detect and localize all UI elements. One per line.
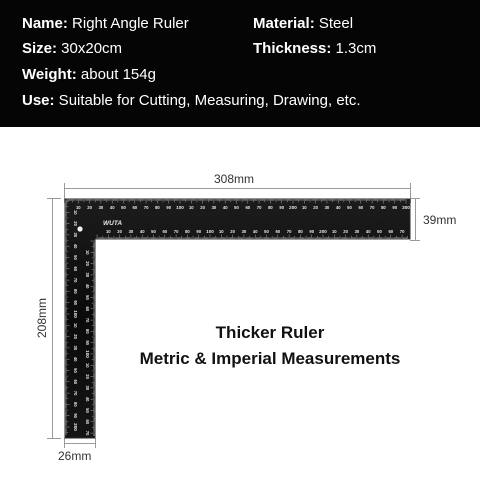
graduation-number: 70 (73, 390, 78, 396)
brand-logo: WUTA (103, 220, 123, 227)
graduation-number: 70 (73, 277, 78, 283)
graduation-number: 20 (85, 261, 90, 266)
graduation-number: 70 (256, 205, 262, 210)
graduation-number: 70 (369, 205, 375, 210)
graduation-number: 20 (87, 205, 92, 210)
spec-name-value: Right Angle Ruler (67, 15, 189, 32)
graduation-number: 10 (301, 205, 307, 210)
ruler-numbers (73, 205, 410, 436)
graduation-number: 60 (388, 229, 394, 234)
graduation-number: 60 (85, 419, 90, 425)
graduation-number: 90 (309, 229, 315, 234)
graduation-number: 10 (73, 322, 78, 328)
graduation-number: 50 (234, 205, 239, 210)
graduation-number: 60 (275, 229, 281, 234)
graduation-number: 10 (85, 249, 90, 255)
spec-size-value: 30x20cm (57, 40, 123, 57)
graduation-number: 80 (298, 229, 303, 234)
spec-thickness-value: 1.3cm (331, 40, 377, 57)
graduation-number: 80 (73, 402, 78, 407)
graduation-number: 10 (75, 205, 81, 210)
graduation-number: 60 (245, 205, 251, 210)
graduation-number: 30 (85, 272, 90, 278)
graduation-number: 10 (105, 229, 111, 234)
graduation-number: 70 (143, 205, 149, 210)
graduation-number: 200 (289, 205, 297, 210)
spec-use-value: Suitable for Cutting, Measuring, Drawing, etc. (54, 92, 361, 109)
graduation-number: 100 (176, 205, 184, 210)
graduation-number: 20 (117, 229, 122, 234)
graduation-number: 40 (85, 396, 90, 402)
graduation-number: 60 (73, 379, 78, 385)
graduation-number: 60 (162, 229, 168, 234)
graduation-number: 30 (73, 345, 78, 351)
graduation-number: 40 (85, 283, 90, 289)
graduation-number: 100 (73, 310, 78, 318)
graduation-number: 60 (73, 266, 78, 272)
graduation-number: 20 (73, 221, 78, 226)
graduation-number: 80 (85, 329, 90, 334)
graduation-number: 60 (132, 205, 138, 210)
graduation-number: 300 (402, 205, 410, 210)
graduation-number: 90 (73, 413, 78, 419)
graduation-number: 20 (230, 229, 235, 234)
graduation-number: 10 (331, 229, 337, 234)
hang-hole-icon (77, 226, 82, 231)
graduation-number: 10 (218, 229, 224, 234)
graduation-number: 70 (286, 229, 292, 234)
graduation-number: 20 (73, 334, 78, 339)
graduation-number: 10 (85, 362, 90, 368)
graduation-number: 40 (335, 205, 341, 210)
caption-subtitle: Metric & Imperial Measurements (139, 349, 401, 368)
graduation-number: 50 (121, 205, 126, 210)
graduation-number: 60 (358, 205, 364, 210)
graduation-number: 90 (73, 300, 78, 306)
graduation-number: 80 (381, 205, 386, 210)
width-dimension-label: 26mm (58, 449, 92, 463)
graduation-number: 30 (128, 229, 134, 234)
graduation-number: 40 (365, 229, 371, 234)
side-dimension-label: 208mm (35, 297, 50, 339)
graduation-number: 100 (206, 229, 214, 234)
caption-title: Thicker Ruler (215, 323, 325, 342)
graduation-number: 20 (313, 205, 318, 210)
graduation-number: 30 (354, 229, 360, 234)
graduation-number: 30 (241, 229, 247, 234)
spec-use-label: Use: (22, 92, 55, 109)
graduation-number: 90 (85, 340, 90, 346)
graduation-number: 30 (98, 205, 104, 210)
graduation-number: 20 (200, 205, 205, 210)
graduation-number: 40 (73, 243, 78, 249)
graduation-number: 80 (268, 205, 273, 210)
graduation-number: 80 (185, 229, 190, 234)
spec-thickness-label: Thickness: (253, 40, 332, 57)
graduation-number: 30 (73, 232, 78, 238)
graduation-number: 30 (211, 205, 217, 210)
graduation-number: 30 (85, 385, 90, 391)
graduation-number: 50 (85, 295, 90, 300)
graduation-number: 50 (347, 205, 352, 210)
spec-weight-label: Weight: (22, 66, 77, 83)
top-dimension-label: 308mm (214, 172, 255, 186)
graduation-number: 200 (73, 423, 78, 431)
graduation-number: 50 (151, 229, 156, 234)
graduation-number: 70 (85, 430, 90, 436)
graduation-number: 60 (85, 306, 90, 312)
graduation-number: 70 (173, 229, 179, 234)
graduation-number: 90 (166, 205, 172, 210)
graduation-number: 50 (73, 368, 78, 373)
graduation-number: 40 (139, 229, 145, 234)
graduation-number: 80 (73, 289, 78, 294)
graduation-number: 100 (85, 350, 90, 358)
ruler-body (65, 199, 410, 438)
spec-size-label: Size: (22, 40, 58, 57)
graduation-number: 70 (85, 317, 90, 323)
graduation-number: 40 (109, 205, 115, 210)
spec-material-label: Material: (253, 15, 315, 32)
graduation-number: 70 (399, 229, 405, 234)
graduation-number: 200 (319, 229, 327, 234)
graduation-number: 50 (85, 408, 90, 413)
graduation-number: 80 (155, 205, 160, 210)
graduation-number: 10 (188, 205, 194, 210)
graduation-number: 50 (73, 255, 78, 260)
graduation-number: 50 (264, 229, 269, 234)
graduation-number: 90 (392, 205, 398, 210)
graduation-number: 20 (343, 229, 348, 234)
graduation-number: 10 (73, 209, 78, 215)
arm-dimension-label: 39mm (423, 213, 457, 227)
graduation-number: 90 (279, 205, 285, 210)
spec-name-label: Name: (22, 15, 68, 32)
spec-material-value: Steel (314, 15, 354, 32)
graduation-number: 40 (252, 229, 258, 234)
graduation-number: 20 (85, 374, 90, 379)
graduation-number: 90 (196, 229, 202, 234)
spec-weight-value: about 154g (76, 66, 156, 83)
graduation-number: 30 (324, 205, 330, 210)
graduation-number: 40 (222, 205, 228, 210)
graduation-number: 50 (377, 229, 382, 234)
graduation-number: 40 (73, 356, 78, 362)
